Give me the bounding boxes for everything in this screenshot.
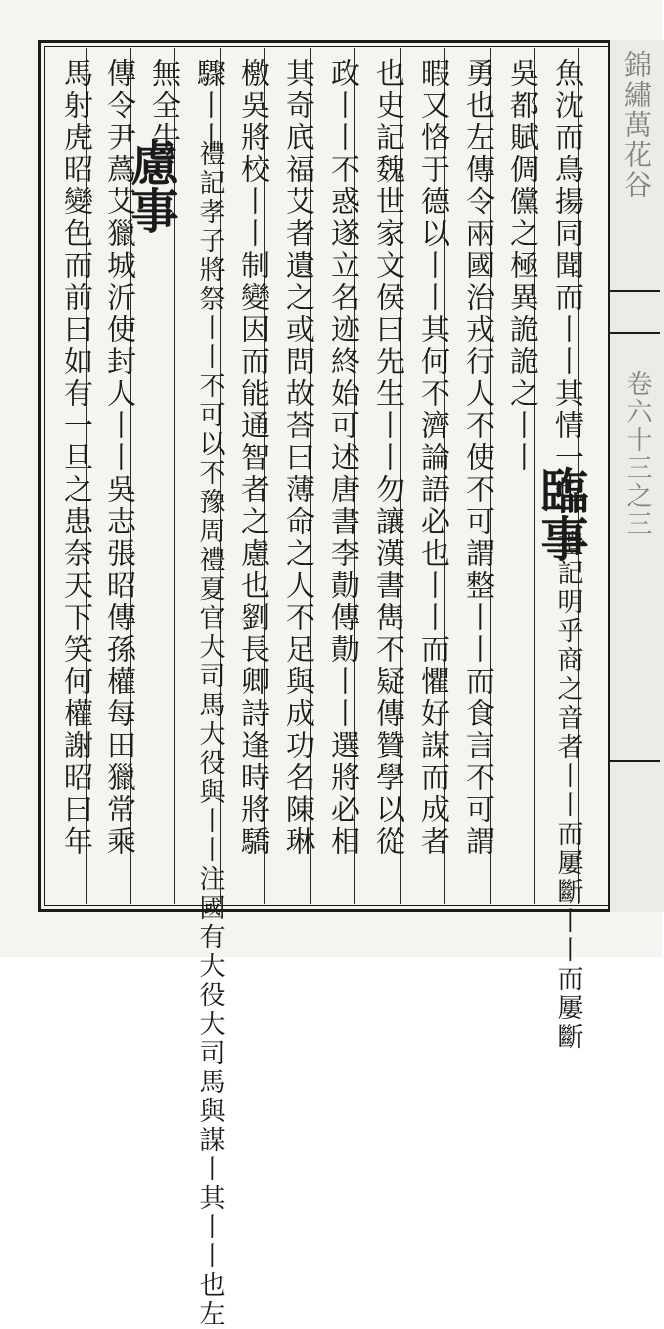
text-column-2: 吳都賦倜儻之極異詭詭之丨丨	[506, 58, 540, 474]
fishtail-mark	[610, 290, 660, 334]
margin-title: 錦繡萬花谷	[620, 50, 653, 200]
margin-section: 卷六十三之三	[622, 370, 652, 538]
text-column-8: 檄吳將校丨丨制變因而能通智者之慮也劉長卿詩逢時將驕	[237, 58, 271, 858]
text-column-1: 魚沈而鳥揚同聞而丨丨其情一也	[551, 58, 585, 506]
text-column-9: 驟丨丨	[193, 58, 227, 154]
text-column-12: 馬射虎昭變色而前曰如有一旦之患奈天下笑何權謝昭曰年	[60, 58, 94, 858]
heading-lin-shi: 臨事	[532, 466, 588, 562]
text-column-11: 傳令尹蔿艾獵城沂使封人丨丨吳志張昭傳孫權每田獵常乘	[103, 58, 137, 858]
margin-divider	[610, 760, 660, 762]
text-column-6: 政丨丨不惑遂立名迹終始可述唐書李勣傳勣丨丨選將必相	[327, 58, 361, 858]
text-column-4: 暇又恪于德以丨丨其何不濟論語必也丨丨而懼好謀而成者	[417, 58, 451, 858]
text-column-3: 勇也左傳令兩國治戎行人不使不可謂整丨丨而食言不可謂	[462, 58, 496, 858]
lu-shi-note: 禮記孝子將祭丨丨不可以不豫周禮夏官大司馬大役與丨丨注國有大役大司馬與謀丨其丨丨也左	[195, 140, 225, 1329]
heading-lu-shi: 慮事	[122, 138, 178, 234]
lin-shi-note: 禮記明乎商之音者丨丨而屢斷丨丨而屢斷	[553, 530, 583, 1052]
text-column-5: 也史記魏世家文侯曰先生丨丨勿讓漢書雋不疑傳贊學以從	[372, 58, 406, 858]
text-column-7: 其奇㡳福艾者遺之或問故荅曰薄命之人不足與成功名陳琳	[282, 58, 316, 858]
text-column-10: 無全牛	[148, 58, 182, 154]
